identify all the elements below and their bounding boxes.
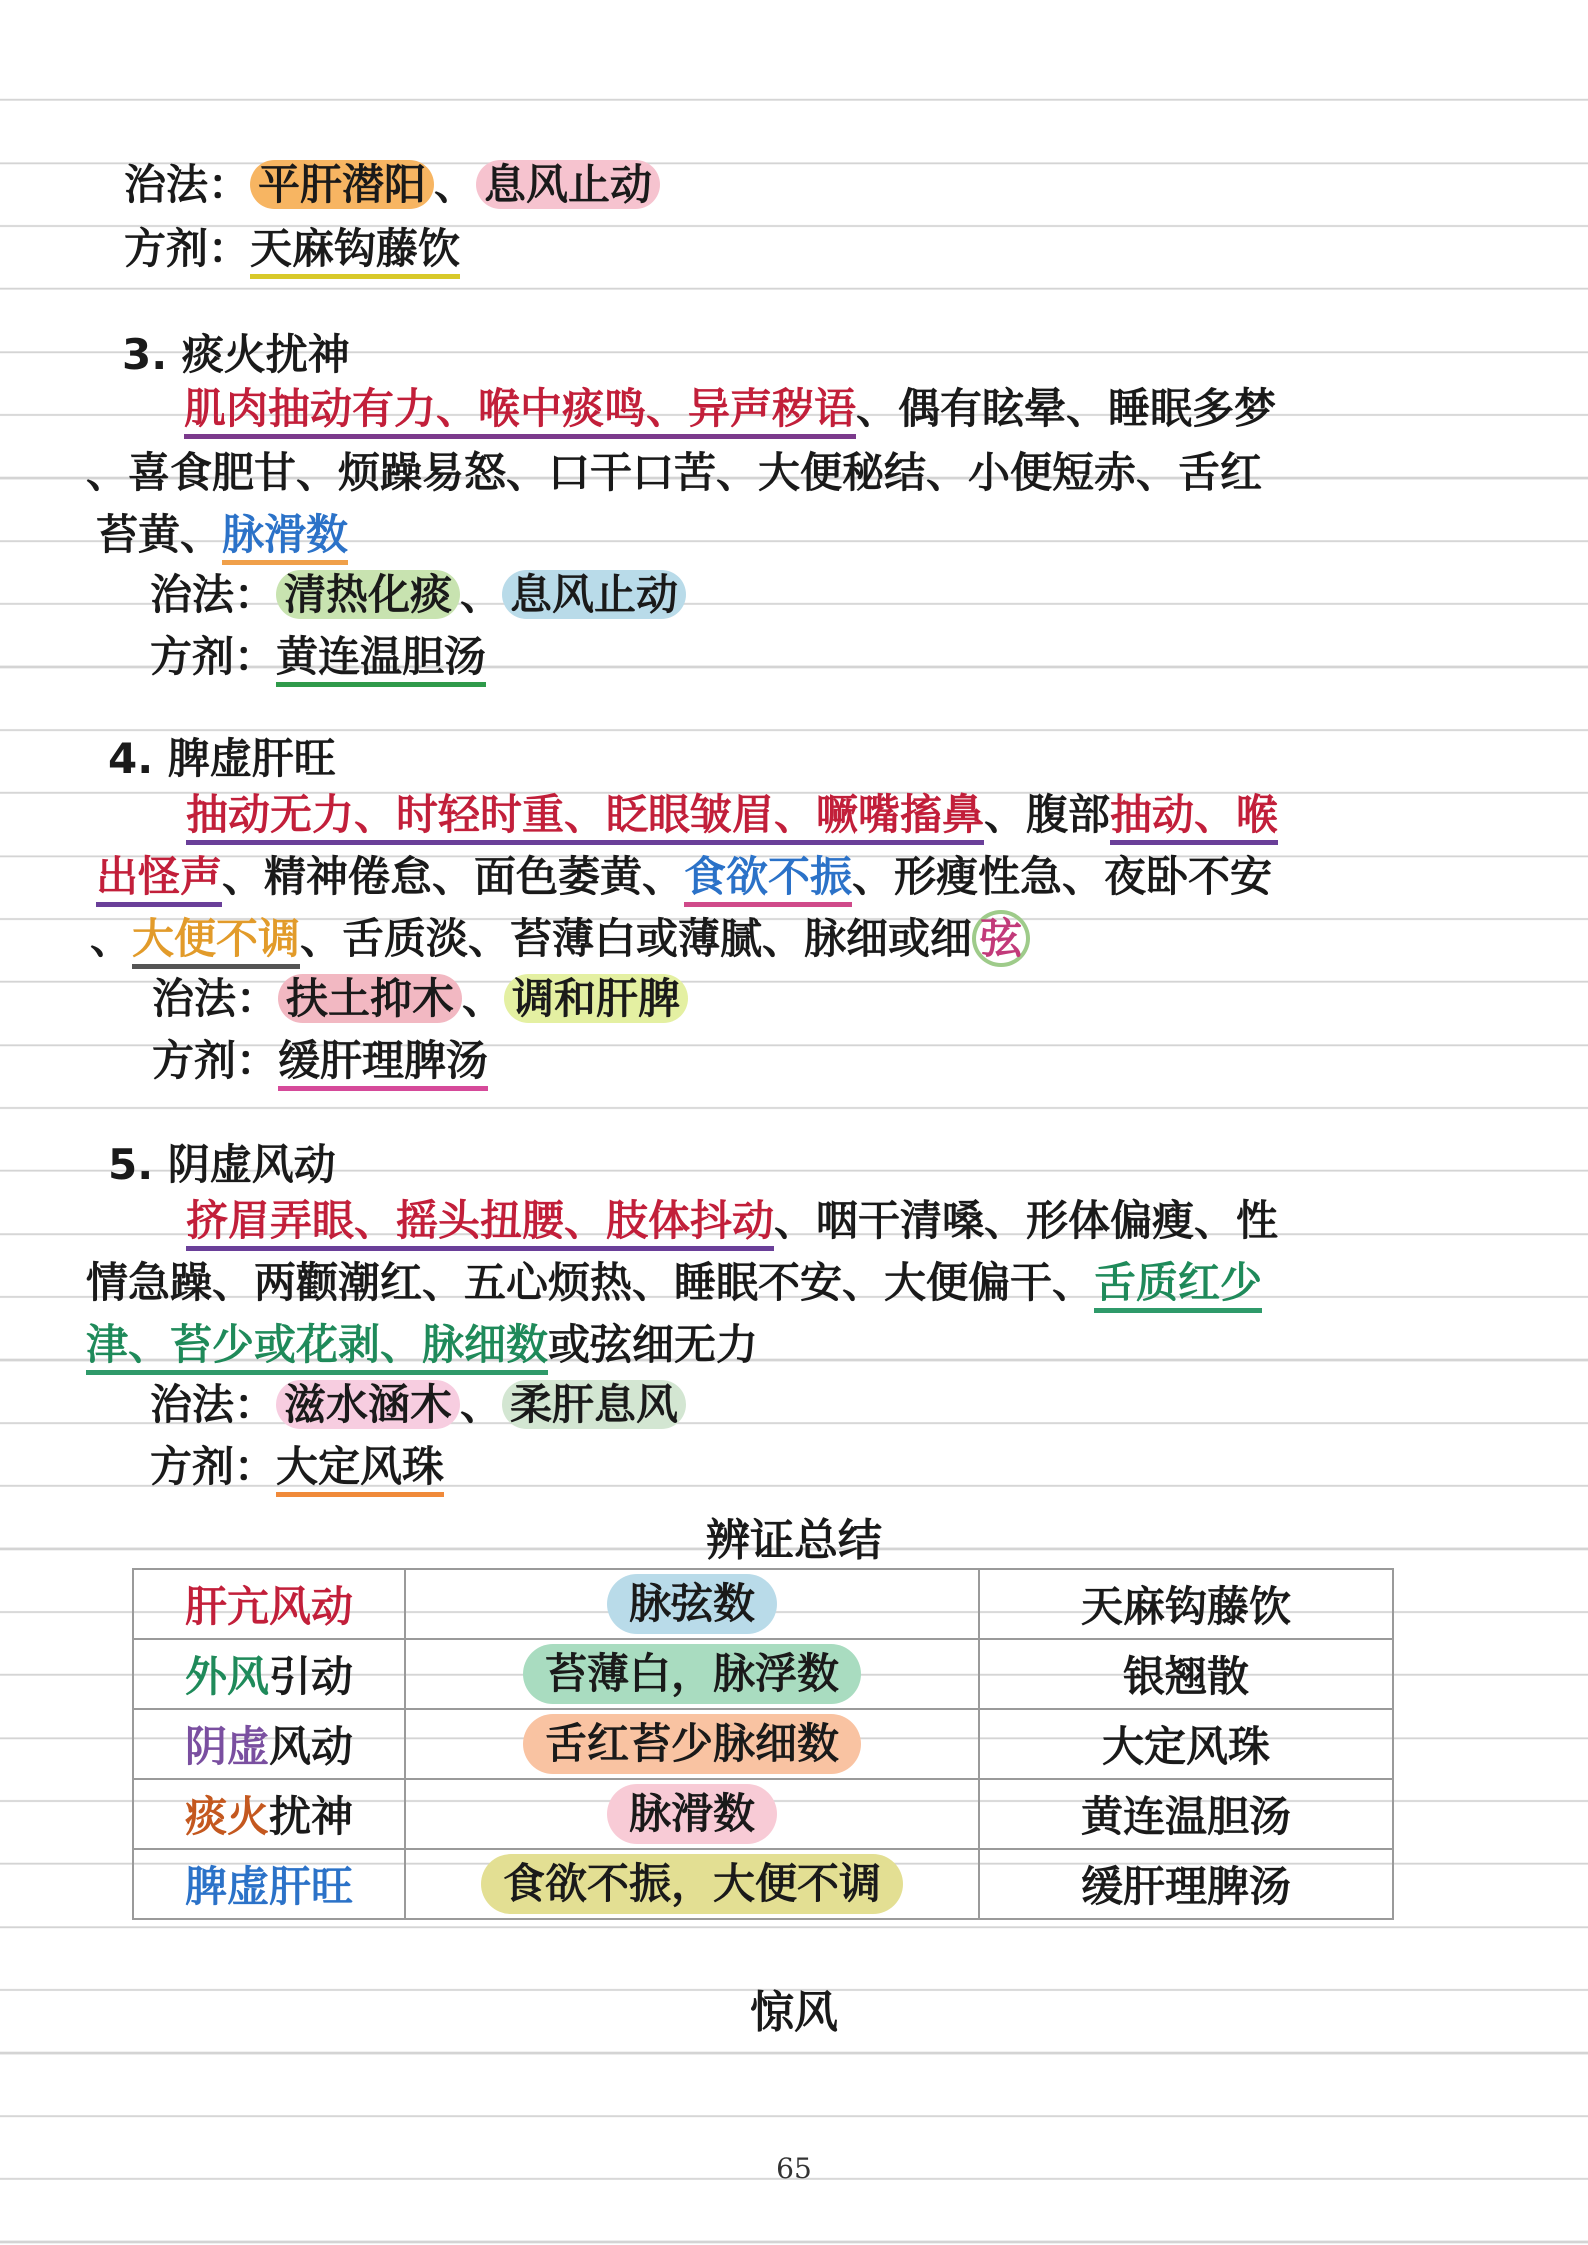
- pulse-pill: 脉滑数: [607, 1784, 777, 1844]
- pattern-name-colored: 肝亢风动: [184, 1582, 353, 1631]
- symptom-line-5a: [186, 1192, 1278, 1250]
- symptoms-text-2: 、形瘦性急、夜卧不安: [852, 852, 1273, 901]
- treatment-b: 息风止动: [502, 570, 686, 619]
- treatment-line-2: [124, 156, 660, 214]
- formula-name: 缓肝理脾汤: [1080, 1862, 1291, 1911]
- pulse-pill: 食欲不振，大便不调: [481, 1854, 903, 1914]
- symptom-line-4b: [96, 848, 1272, 906]
- pattern-name-colored: 痰火: [184, 1792, 269, 1841]
- treatment-a: 清热化痰: [276, 570, 460, 619]
- table-row: [133, 1569, 1393, 1639]
- pulse-pill: 苔薄白，脉浮数: [523, 1644, 861, 1704]
- pattern-name-colored: 脾虚肝旺: [184, 1862, 353, 1911]
- pattern-cell: [133, 1569, 405, 1639]
- table-row: [133, 1779, 1393, 1849]
- table-row: [133, 1639, 1393, 1709]
- separator: 、: [434, 160, 477, 209]
- formula-name: 银翘散: [1122, 1652, 1249, 1701]
- pulse-cell: [405, 1849, 979, 1919]
- formula-name: 缓肝理脾汤: [278, 1036, 488, 1091]
- formula-label: 方剂：: [124, 224, 251, 273]
- pattern-name-colored: 外风: [184, 1652, 269, 1701]
- separator: 、: [460, 570, 503, 619]
- table-row: [133, 1849, 1393, 1919]
- symptoms-rest: 、咽干清嗓、形体偏瘦、性: [774, 1196, 1279, 1245]
- symptoms-text: 、精神倦怠、面色萎黄、: [222, 852, 685, 901]
- formula-cell: [979, 1569, 1393, 1639]
- formula-line-5: [150, 1438, 444, 1496]
- separator: 、: [462, 974, 505, 1023]
- key-symptoms: 抽动无力、时轻时重、眨眼皱眉、噘嘴搐鼻: [186, 790, 984, 845]
- tongue-pulse-text: 津、苔少或花剥、脉细数: [86, 1320, 548, 1375]
- pattern-name-colored: 阴虚: [184, 1722, 269, 1771]
- tongue-text: 舌质红少: [1094, 1258, 1262, 1313]
- treatment-label: 治法：: [150, 1380, 277, 1429]
- formula-cell: [979, 1779, 1393, 1849]
- pattern-name-plain: 引动: [269, 1652, 354, 1701]
- symptoms-rest: 、偶有眩晕、睡眠多梦: [856, 384, 1277, 433]
- treatment-a: 平肝潜阳: [250, 160, 434, 209]
- key-symptoms-3: 出怪声: [96, 852, 222, 907]
- key-symptoms-2: 抽动、喉: [1110, 790, 1278, 845]
- formula-name: 天麻钩藤饮: [250, 224, 460, 279]
- treatment-b: 息风止动: [476, 160, 660, 209]
- symptom-line-4a: [186, 786, 1278, 844]
- pulse-cell: [405, 1779, 979, 1849]
- formula-label: 方剂：: [152, 1036, 279, 1085]
- treatment-label: 治法：: [150, 570, 277, 619]
- treatment-label: 治法：: [152, 974, 279, 1023]
- pulse-cell: [405, 1709, 979, 1779]
- pattern-cell: [133, 1849, 405, 1919]
- treatment-b: 柔肝息风: [502, 1380, 686, 1429]
- section-heading-5: 5. 阴虚风动: [108, 1140, 336, 1189]
- key-symptoms: 肌肉抽动有力、喉中痰鸣、异声秽语: [184, 384, 856, 439]
- key-symptoms: 挤眉弄眼、摇头扭腰、肢体抖动: [186, 1196, 774, 1251]
- formula-line-4: [152, 1032, 488, 1090]
- pattern-cell: [133, 1639, 405, 1709]
- treatment-a: 扶土抑木: [278, 974, 462, 1023]
- pattern-cell: [133, 1709, 405, 1779]
- pulse-alt-text: 或弦细无力: [548, 1320, 759, 1369]
- stool-text: 大便不调: [132, 914, 300, 969]
- next-section-title: 惊风: [750, 1987, 838, 2038]
- treatment-b: 调和肝脾: [504, 974, 688, 1023]
- formula-label: 方剂：: [150, 1442, 277, 1491]
- table-row: [133, 1709, 1393, 1779]
- appetite-text: 食欲不振: [684, 852, 852, 907]
- formula-name: 大定风珠: [1101, 1722, 1270, 1771]
- separator: 、: [90, 914, 133, 963]
- symptoms-text: 情急躁、两颧潮红、五心烦热、睡眠不安、大便偏干、: [86, 1258, 1095, 1307]
- pulse-cell: [405, 1639, 979, 1709]
- formula-name: 大定风珠: [276, 1442, 444, 1497]
- formula-cell: [979, 1849, 1393, 1919]
- pulse-cell: [405, 1569, 979, 1639]
- pulse-pill: 脉弦数: [607, 1574, 777, 1634]
- xian-circled: 弦: [972, 910, 1030, 967]
- formula-name: 天麻钩藤饮: [1080, 1582, 1291, 1631]
- symptom-line-4c: [90, 910, 1030, 968]
- formula-cell: [979, 1639, 1393, 1709]
- treatment-line-4: [152, 970, 688, 1028]
- treatment-line-3: [150, 566, 686, 624]
- section-heading-3: 3. 痰火扰神: [122, 330, 350, 379]
- symptom-line-3a: [184, 380, 1276, 438]
- formula-label: 方剂：: [150, 632, 277, 681]
- section-heading-4: 4. 脾虚肝旺: [108, 734, 336, 783]
- treatment-line-5: [150, 1376, 686, 1434]
- summary-title: 辨证总结: [706, 1515, 882, 1566]
- symptoms-mid: 、腹部: [984, 790, 1111, 839]
- formula-cell: [979, 1709, 1393, 1779]
- pulse-text: 脉滑数: [222, 510, 348, 565]
- separator: 、: [460, 1380, 503, 1429]
- formula-line-3: [150, 628, 486, 686]
- tongue-pulse-text: 、舌质淡、苔薄白或薄腻、脉细或细: [300, 914, 973, 963]
- formula-name: 黄连温胆汤: [276, 632, 486, 687]
- symptom-line-5c: [86, 1316, 758, 1374]
- symptom-line-3c: [96, 506, 348, 564]
- pulse-pill: 舌红苔少脉细数: [523, 1714, 861, 1774]
- pattern-name-plain: 扰神: [269, 1792, 354, 1841]
- tongue-text: 苔黄、: [96, 510, 223, 559]
- formula-line-2: [124, 220, 460, 278]
- formula-name: 黄连温胆汤: [1080, 1792, 1291, 1841]
- pattern-name-plain: 风动: [269, 1722, 354, 1771]
- treatment-label: 治法：: [124, 160, 251, 209]
- treatment-a: 滋水涵木: [276, 1380, 460, 1429]
- pattern-cell: [133, 1779, 405, 1849]
- symptom-line-3b: 、喜食肥甘、烦躁易怒、口干口苦、大便秘结、小便短赤、舌红: [86, 448, 1263, 497]
- symptom-line-5b: [86, 1254, 1262, 1312]
- summary-table: [132, 1568, 1394, 1920]
- page-number: 65: [776, 2152, 812, 2185]
